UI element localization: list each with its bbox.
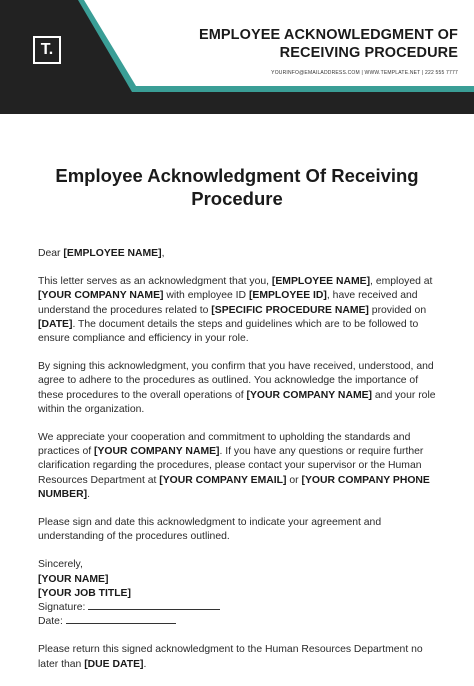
letterhead-title: EMPLOYEE ACKNOWLEDGMENT OF RECEIVING PROCEDURE xyxy=(198,27,458,61)
placeholder-date: [DATE] xyxy=(38,318,73,330)
placeholder-due-date: [DUE DATE] xyxy=(84,658,144,670)
paragraph-5: Please return this signed acknowledgment to the Human Resources Department no later than [DUE DATE]. xyxy=(38,644,423,670)
paragraph-3: We appreciate your cooperation and commitment to upholding the standards and practices of [YOUR COMPANY NAME]. If you have any questions or require further clarification regarding the procedures, please contact your supervisor or the Human Resources Department at [YOUR COMPANY EMAIL] or [YOUR COMPANY PHONE NUMBER]. xyxy=(38,432,430,500)
placeholder-company-name: [YOUR COMPANY NAME] xyxy=(94,446,220,458)
placeholder-procedure-name: [SPECIFIC PROCEDURE NAME] xyxy=(211,304,369,316)
placeholder-employee-name: [EMPLOYEE NAME] xyxy=(271,276,371,288)
paragraph-1: This letter serves as an acknowledgment that you, [EMPLOYEE NAME], employed at [YOUR COMPANY NAME] with employee ID [EMPLOYEE ID], have received and understand the procedures related to [SPECIFIC PROCEDURE NAME] provided on [DATE]. The document details the steps and guidelines which are to be followed to ensure compliance and efficiency in your role. xyxy=(38,276,433,345)
contact-info: YOURINFO@EMAILADDRESS.COM | WWW.TEMPLATE.NET | 222 555 7777 xyxy=(271,70,458,76)
signature-label: Signature: xyxy=(38,602,89,614)
logo-letter: T. xyxy=(40,41,54,58)
signature-line xyxy=(88,601,220,610)
placeholder-company-name: [YOUR COMPANY NAME] xyxy=(246,389,372,401)
paragraph-2: By signing this acknowledgment, you confirm that you have received, understood, and agree to adhere to the procedures as outlined. You acknowledge the importance of these procedures to the overall operations of [YOUR COMPANY NAME] and your role within the organization. xyxy=(38,361,436,415)
placeholder-employee-id: [EMPLOYEE ID] xyxy=(248,290,327,302)
placeholder-company-phone: [YOUR COMPANY PHONE NUMBER] xyxy=(38,474,430,500)
placeholder-your-name: [YOUR NAME] xyxy=(38,573,109,585)
letter-body xyxy=(38,247,436,686)
salutation: Dear [EMPLOYEE NAME], xyxy=(38,248,165,259)
closing: Sincerely, xyxy=(38,559,83,571)
placeholder-company-email: [YOUR COMPANY EMAIL] xyxy=(159,474,287,486)
signature-block xyxy=(38,558,436,629)
placeholder-job-title: [YOUR JOB TITLE] xyxy=(38,587,131,599)
logo xyxy=(33,36,61,64)
placeholder-employee-name: [EMPLOYEE NAME] xyxy=(63,248,162,259)
paragraph-4: Please sign and date this acknowledgment to indicate your agreement and understanding of the procedures outlined. xyxy=(38,517,382,543)
date-label: Date: xyxy=(38,616,66,628)
placeholder-company-name: [YOUR COMPANY NAME] xyxy=(38,290,164,302)
document-title: Employee Acknowledgment Of Receiving Procedure xyxy=(55,165,419,209)
date-line xyxy=(66,615,176,624)
letterhead xyxy=(0,0,474,114)
